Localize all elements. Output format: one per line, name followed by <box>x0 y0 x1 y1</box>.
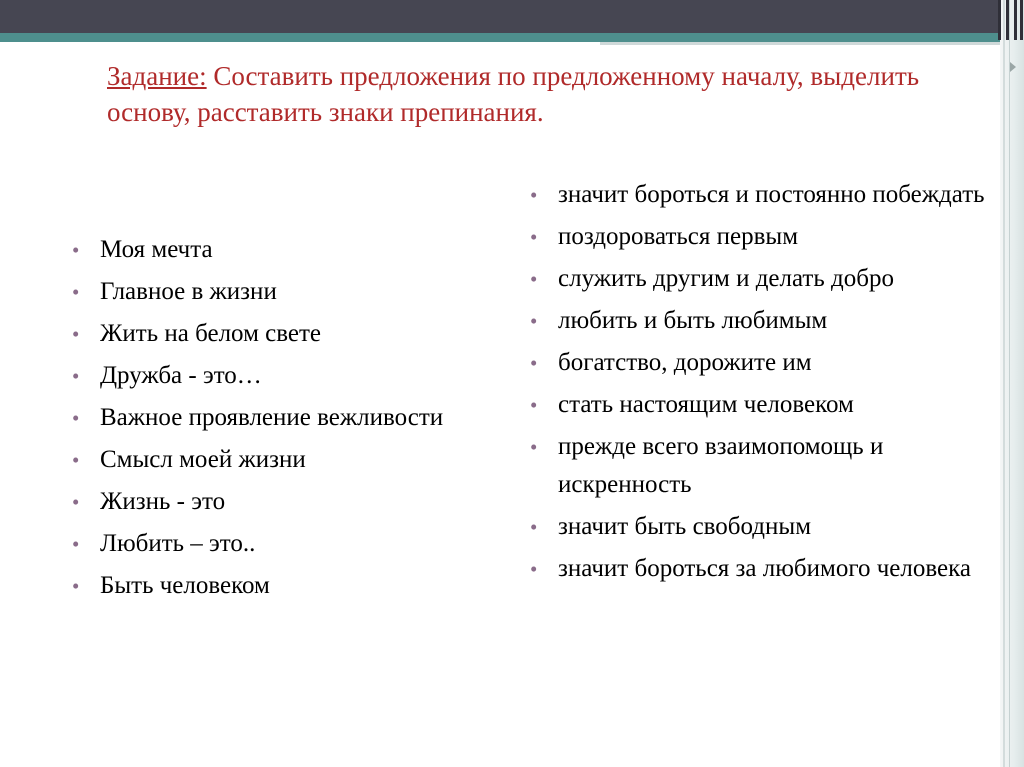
corner-stripe <box>1014 0 1017 40</box>
slide-teal-band <box>0 33 1024 42</box>
corner-stripe <box>1006 0 1009 40</box>
slide-thin-line <box>600 42 1000 45</box>
list-item: • поздороваться первым <box>530 218 1000 256</box>
corner-stripe <box>998 0 1001 40</box>
list-item: • Главное в жизни <box>72 273 452 311</box>
list-item: • Моя мечта <box>72 231 452 269</box>
task-label: Задание: <box>107 61 207 91</box>
list-item: • Смысл моей жизни <box>72 441 452 479</box>
arrow-icon <box>1010 62 1016 72</box>
list-item: • значит быть свободным <box>530 508 1000 546</box>
task-title <box>107 58 977 130</box>
list-item: • богатство, дорожите им <box>530 344 1000 382</box>
list-item: • любить и быть любимым <box>530 302 1000 340</box>
list-item: • значит бороться за любимого человека <box>530 550 1000 588</box>
slide-right-line <box>1009 0 1010 767</box>
list-item: • Жить на белом свете <box>72 315 452 353</box>
task-text: Составить предложения по предложенному началу, выделить основу, расставить знаки препинания. <box>107 61 920 127</box>
list-item: • Важное проявление вежливости <box>72 399 452 437</box>
list-item: • Быть человеком <box>72 567 452 605</box>
list-item: • стать настоящим человеком <box>530 386 1000 424</box>
list-item: • Дружба - это… <box>72 357 452 395</box>
list-item: • прежде всего взаимопомощь и искренность <box>530 428 1000 504</box>
list-item: • служить другим и делать добро <box>530 260 1000 298</box>
list-item: • Любить – это.. <box>72 525 452 563</box>
corner-stripe <box>1020 0 1023 40</box>
sentence-endings-list <box>530 176 1000 592</box>
sentence-starts-list <box>72 231 452 609</box>
list-item: • Жизнь - это <box>72 483 452 521</box>
slide-top-bar <box>0 0 1024 33</box>
list-item: • значит бороться и постоянно побеждать <box>530 176 1000 214</box>
slide-right-line <box>1003 0 1005 767</box>
